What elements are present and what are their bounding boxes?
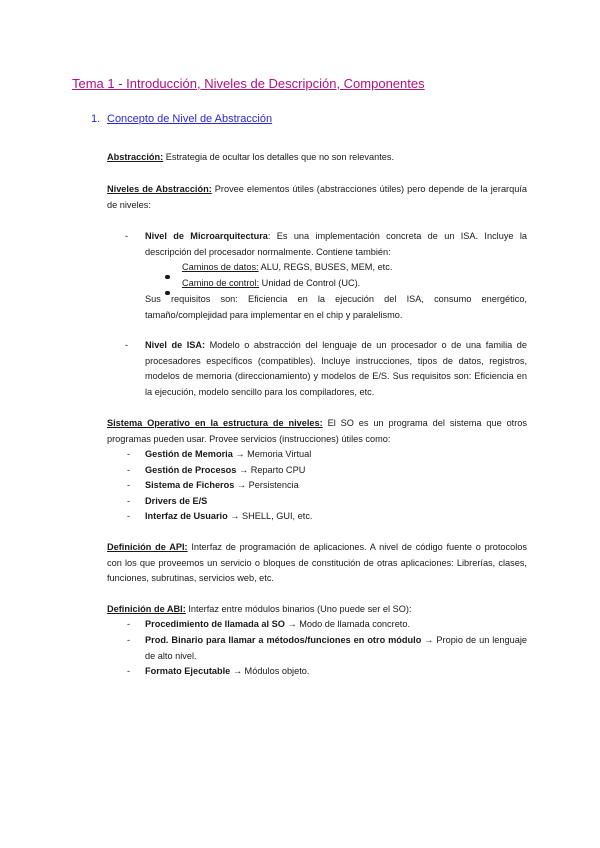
abstraccion-term: Abstracción: [107,152,164,162]
microarq-dash: - [125,231,129,241]
so-item-2-term: Gestión de Procesos [145,465,237,475]
so-item-4-term: Drivers de E/S [145,496,208,506]
api-text: Interfaz de programación de aplicaciones. A nivel de código fuente o protocolos con los que proveemos un servicio o bloques de constitución de otras aplicaciones: Librerías, clases, funciones, subrutinas, servicios web, etc. [107,542,527,583]
isa-dash: - [125,340,129,350]
so-item-2-dash: - [127,465,131,475]
abstraccion-paragraph [107,150,497,166]
isa-text: Modelo o abstracción del lenguaje de un procesador o de una familia de procesadores específicos (compatibles). Incluye instrucciones, tipos de datos, registros, modelos de memoria (direccionamiento) y modelos de E/S. Sus requisitos son: Eficiencia en la ejecución, modelo sencillo para los compiladores, etc. [145,340,527,397]
caminos-datos-text: ALU, REGS, BUSES, MEM, etc. [258,262,393,272]
abi-item-2-term: Prod. Binario para llamar a métodos/funciones en otro módulo [145,635,422,645]
abi-item-1 [145,617,410,633]
microarq-requisitos: Sus requisitos son: Eficiencia en la ejecución del ISA, consumo energético, tamaño/complejidad para implementar en el chip y paralelismo. [145,294,527,320]
so-item-5-dash: - [127,511,131,521]
so-item-5 [145,509,312,525]
microarq-term: Nivel de Microarquitectura [145,231,268,241]
abi-item-3-term: Formato Ejecutable [145,666,231,676]
abi-paragraph [107,602,412,618]
so-item-3-dash: - [127,480,131,490]
niveles-term: Niveles de Abstracción: [107,184,212,194]
abi-item-3-dash: - [127,666,131,676]
abi-item-1-term: Procedimiento de llamada al SO [145,619,285,629]
niveles-text: Provee elementos útiles (abstracciones útiles) pero depende de la jerarquía de niveles: [107,184,527,210]
so-term: Sistema Operativo en la estructura de niveles: [107,418,323,428]
camino-control-term: Camino de control: [182,278,260,288]
abi-item-1-dash: - [127,619,131,629]
microarq-text: : Es una implementación concreta de un ISA. Incluye la descripción del procesador normalmente. Contiene también: [145,231,527,257]
abi-term: Definición de ABI: [107,604,186,614]
niveles-paragraph [107,182,527,213]
so-item-1-text: → Memoria Virtual [232,449,312,459]
isa-paragraph [145,338,527,400]
abi-item-2-dash: - [127,635,131,645]
so-item-5-term: Interfaz de Usuario [145,511,228,521]
so-item-5-text: → SHELL, GUI, etc. [227,511,313,521]
so-paragraph [107,416,527,447]
section-number: 1. [91,113,101,125]
isa-term: Nivel de ISA: [145,340,206,350]
caminos-datos-term: Caminos de datos: [182,262,259,272]
abi-item-3 [145,664,309,680]
so-item-2 [145,463,305,479]
so-text: El SO es un programa del sistema que otros programas pueden usar. Provee servicios (instrucciones) útiles como: [107,418,527,444]
abi-text: Interfaz entre módulos binarios (Uno puede ser el SO): [185,604,412,614]
microarq-paragraph [145,229,527,260]
camino-control-text: Unidad de Control (UC). [259,278,361,288]
abstraccion-text: Estrategia de ocultar los detalles que no son relevantes. [163,152,395,162]
abi-item-2-text: → Propio de un lenguaje de alto nivel. [145,635,527,661]
so-item-3-text: → Persistencia [234,480,299,490]
so-item-1 [145,447,311,463]
so-item-3-term: Sistema de Ficheros [145,480,235,490]
so-item-1-term: Gestión de Memoria [145,449,233,459]
so-item-1-dash: - [127,449,131,459]
page-title: Tema 1 - Introducción, Niveles de Descripción, Componentes [72,76,425,91]
microarq-bullet-2 [182,276,360,292]
so-item-2-text: → Reparto CPU [236,465,306,475]
abi-item-1-text: → Modo de llamada concreto. [284,619,411,629]
so-item-4 [145,494,207,510]
so-item-3 [145,478,299,494]
microarq-bullet-1 [182,260,392,276]
section-title: Concepto de Nivel de Abstracción [107,113,273,125]
so-item-4-dash: - [127,496,131,506]
api-paragraph [107,540,527,587]
abi-item-3-text: → Módulos objeto. [230,666,310,676]
api-term: Definición de API: [107,542,188,552]
abi-item-2 [145,633,527,664]
